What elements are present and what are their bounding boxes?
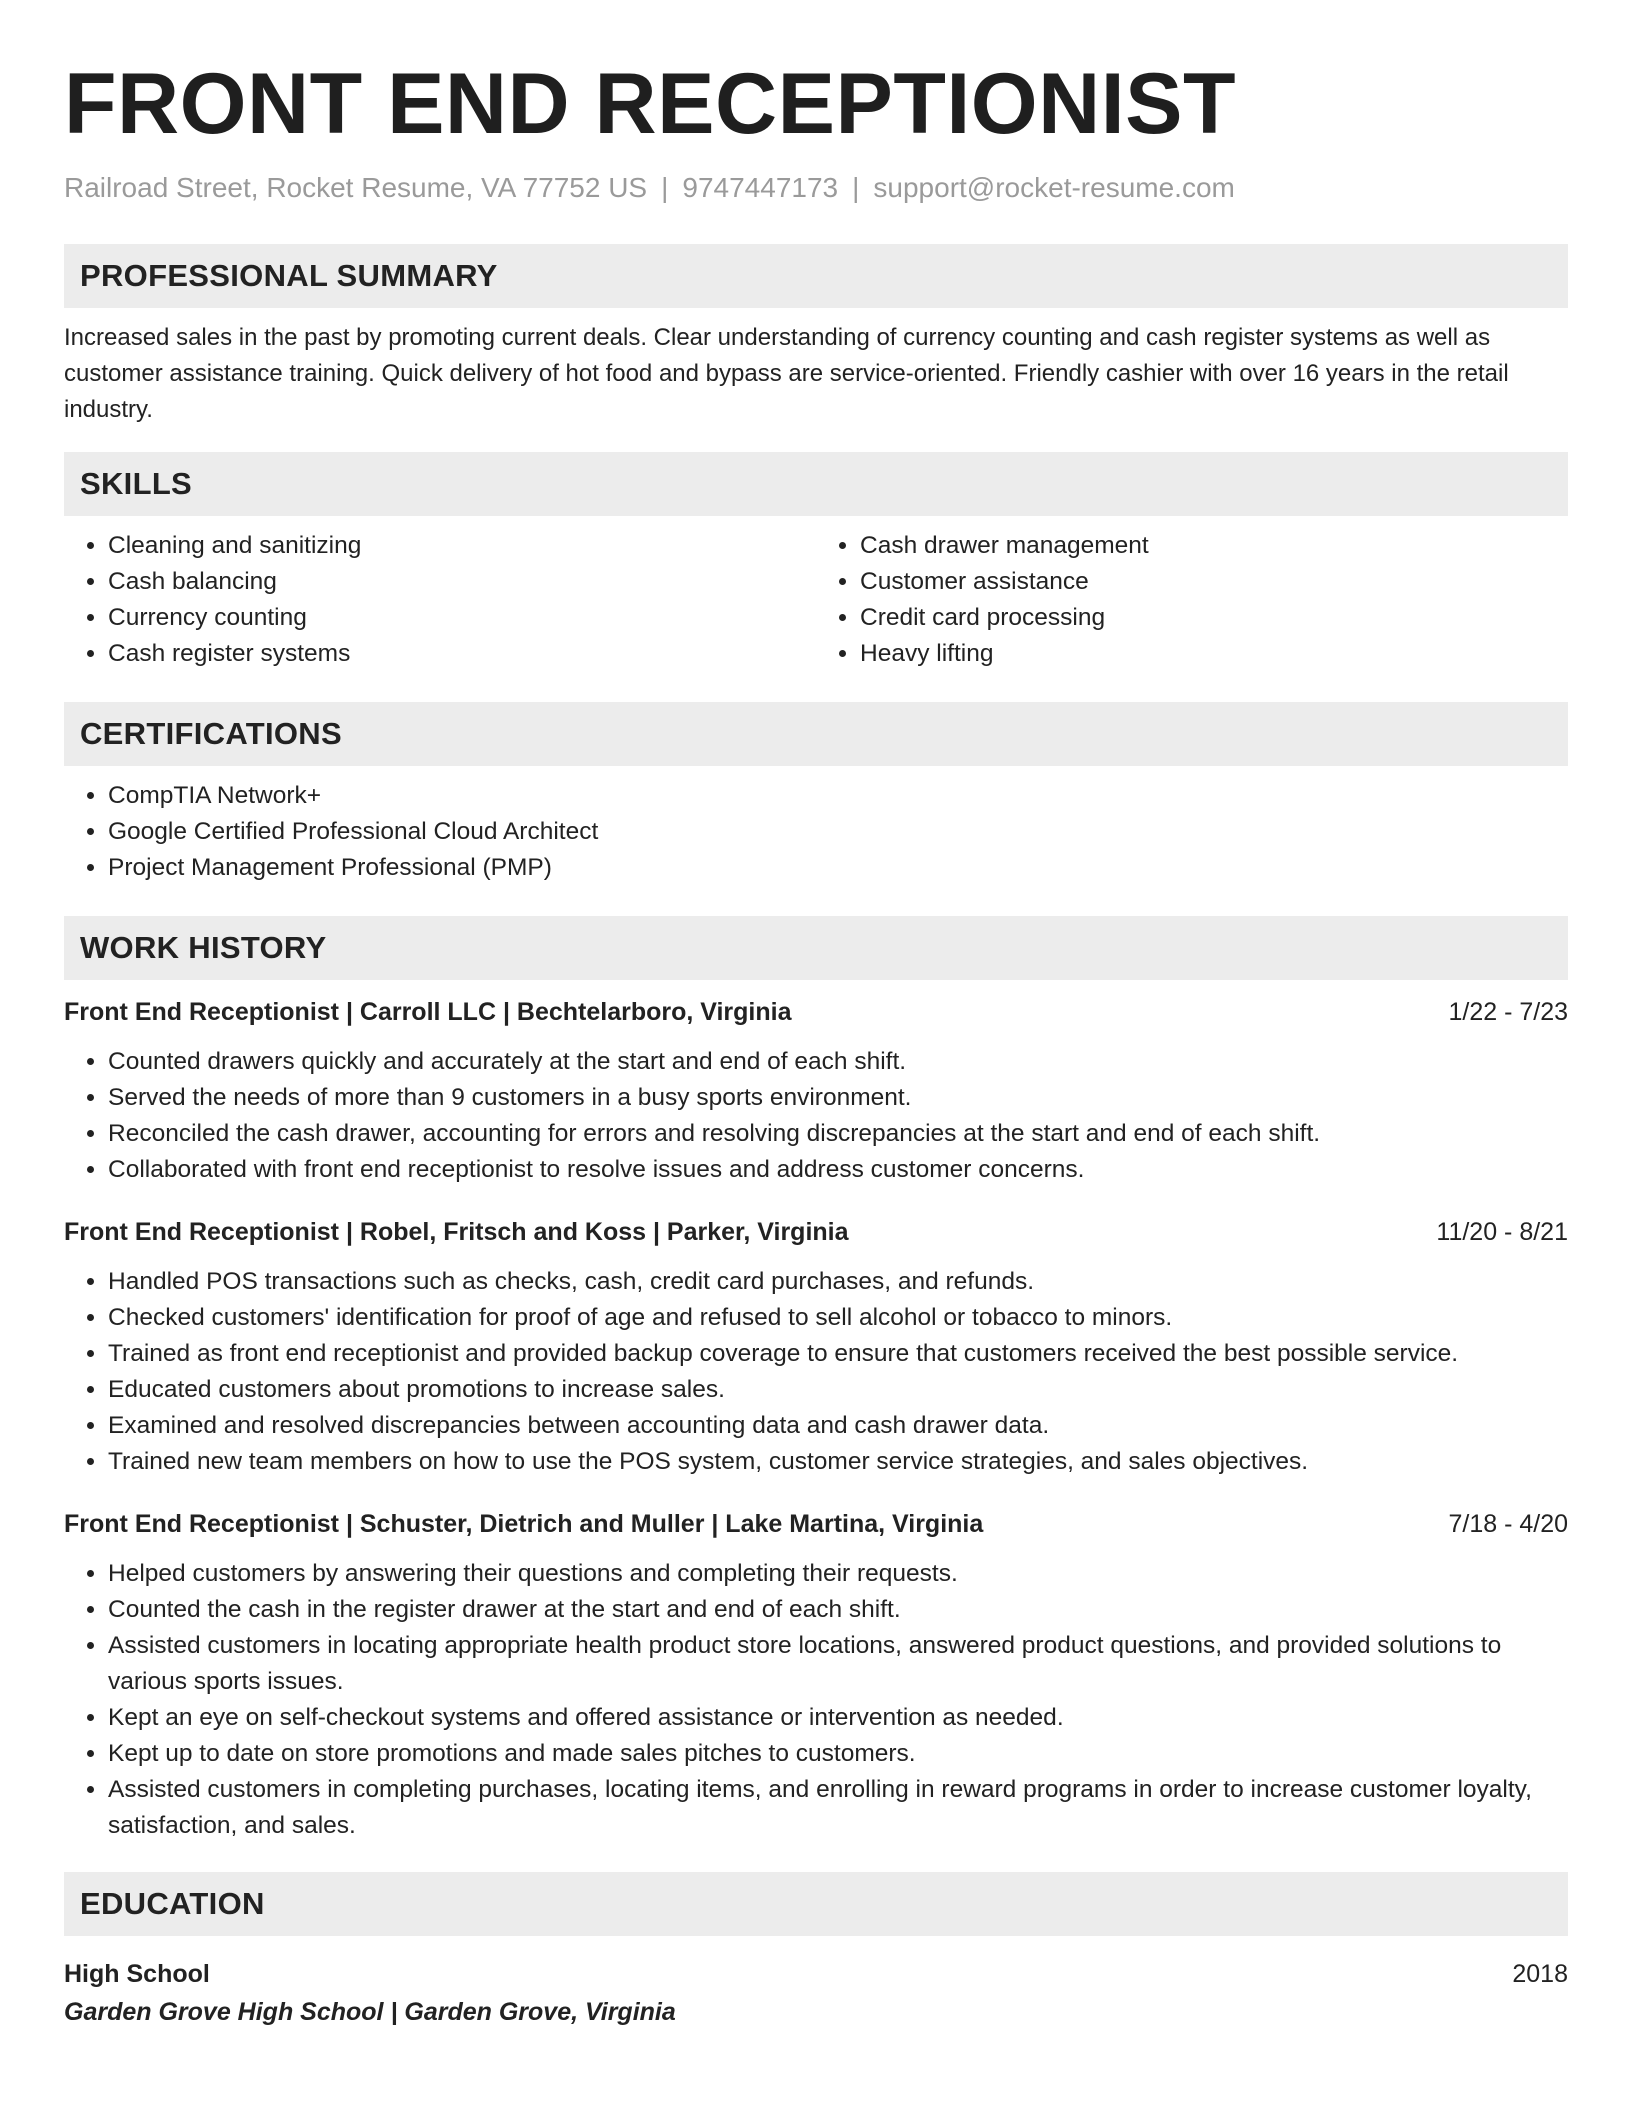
job-bullet: • Checked customers' identification for proof of age and refused to sell alcohol or tobacco to minors.	[108, 1300, 1568, 1336]
section-header-summary	[64, 244, 1568, 308]
skill-item: • Cleaning and sanitizing	[108, 528, 816, 564]
education-school: Garden Grove High School | Garden Grove, Virginia	[64, 1998, 676, 2026]
section-title: SKILLS	[80, 466, 193, 501]
skill-item: • Heavy lifting	[860, 636, 1568, 672]
job-bullet: • Served the needs of more than 9 customers in a busy sports environment.	[108, 1080, 1568, 1116]
skills-list-right	[816, 528, 1568, 672]
section-title: EDUCATION	[80, 1886, 265, 1921]
contact-separator: |	[852, 172, 860, 203]
skills-list-left	[64, 528, 816, 672]
skill-item: • Cash balancing	[108, 564, 816, 600]
contact-separator: |	[661, 172, 669, 203]
job-bullet: • Trained new team members on how to use the POS system, customer service strategies, and sales objectives.	[108, 1444, 1568, 1480]
job-header	[64, 1506, 1568, 1542]
skills-columns	[64, 528, 1568, 672]
contact-phone: 9747447173	[682, 172, 839, 203]
skill-item: • Customer assistance	[860, 564, 1568, 600]
job-dates: 7/18 - 4/20	[1448, 1510, 1568, 1538]
job-header	[64, 1214, 1568, 1250]
section-header-work-history	[64, 916, 1568, 980]
contact-line	[64, 170, 1568, 206]
certification-item: • Project Management Professional (PMP)	[108, 850, 1568, 886]
job-bullet: • Helped customers by answering their questions and completing their requests.	[108, 1556, 1568, 1592]
job-bullet: • Kept up to date on store promotions and made sales pitches to customers.	[108, 1736, 1568, 1772]
job-bullet-list	[64, 1556, 1568, 1844]
summary-text: Increased sales in the past by promoting current deals. Clear understanding of currency counting and cash register systems as well as customer assistance training. Quick delivery of hot food and bypass are service-oriented. Friendly cashier with over 16 years in the retail industry.	[64, 324, 1509, 423]
certifications-list	[64, 778, 1568, 886]
section-header-certifications	[64, 702, 1568, 766]
skill-item: • Credit card processing	[860, 600, 1568, 636]
skill-item: • Currency counting	[108, 600, 816, 636]
contact-address: Railroad Street, Rocket Resume, VA 77752 US	[64, 172, 648, 203]
job-header	[64, 994, 1568, 1030]
job-dates: 1/22 - 7/23	[1448, 998, 1568, 1026]
section-title: PROFESSIONAL SUMMARY	[80, 258, 498, 293]
certification-item: • CompTIA Network+	[108, 778, 1568, 814]
job-bullet: • Counted the cash in the register drawer at the start and end of each shift.	[108, 1592, 1568, 1628]
job-bullet: • Counted drawers quickly and accurately at the start and end of each shift.	[108, 1044, 1568, 1080]
job-entry	[64, 1214, 1568, 1480]
section-title: WORK HISTORY	[80, 930, 327, 965]
section-header-education	[64, 1872, 1568, 1936]
skill-item: • Cash register systems	[108, 636, 816, 672]
job-title: Front End Receptionist | Carroll LLC | Bechtelarboro, Virginia	[64, 998, 792, 1026]
job-bullet: • Reconciled the cash drawer, accounting for errors and resolving discrepancies at the start and end of each shift.	[108, 1116, 1568, 1152]
certification-item: • Google Certified Professional Cloud Architect	[108, 814, 1568, 850]
job-bullet: • Kept an eye on self-checkout systems and offered assistance or intervention as needed.	[108, 1700, 1568, 1736]
job-bullet-list	[64, 1044, 1568, 1188]
job-bullet: • Assisted customers in completing purchases, locating items, and enrolling in reward programs in order to increase customer loyalty, satisfaction, and sales.	[108, 1772, 1568, 1844]
job-entry	[64, 1506, 1568, 1844]
contact-email: support@rocket-resume.com	[873, 172, 1235, 203]
job-bullet: • Trained as front end receptionist and provided backup coverage to ensure that customers received the best possible service.	[108, 1336, 1568, 1372]
job-bullet: • Educated customers about promotions to increase sales.	[108, 1372, 1568, 1408]
section-header-skills	[64, 452, 1568, 516]
job-bullet: • Collaborated with front end receptionist to resolve issues and address customer concerns.	[108, 1152, 1568, 1188]
job-bullet: • Handled POS transactions such as checks, cash, credit card purchases, and refunds.	[108, 1264, 1568, 1300]
job-entry	[64, 994, 1568, 1188]
candidate-name: FRONT END RECEPTIONIST	[64, 56, 1237, 152]
job-bullet-list	[64, 1264, 1568, 1480]
job-bullet: • Assisted customers in locating appropriate health product store locations, answered product questions, and provided solutions to various sports issues.	[108, 1628, 1568, 1700]
education-header	[64, 1956, 1568, 1992]
education-degree: High School	[64, 1960, 210, 1988]
education-year: 2018	[1512, 1960, 1568, 1988]
skill-item: • Cash drawer management	[860, 528, 1568, 564]
job-dates: 11/20 - 8/21	[1436, 1218, 1568, 1246]
job-title: Front End Receptionist | Schuster, Dietrich and Muller | Lake Martina, Virginia	[64, 1510, 984, 1538]
job-title: Front End Receptionist | Robel, Fritsch and Koss | Parker, Virginia	[64, 1218, 849, 1246]
job-bullet: • Examined and resolved discrepancies between accounting data and cash drawer data.	[108, 1408, 1568, 1444]
section-title: CERTIFICATIONS	[80, 716, 342, 751]
